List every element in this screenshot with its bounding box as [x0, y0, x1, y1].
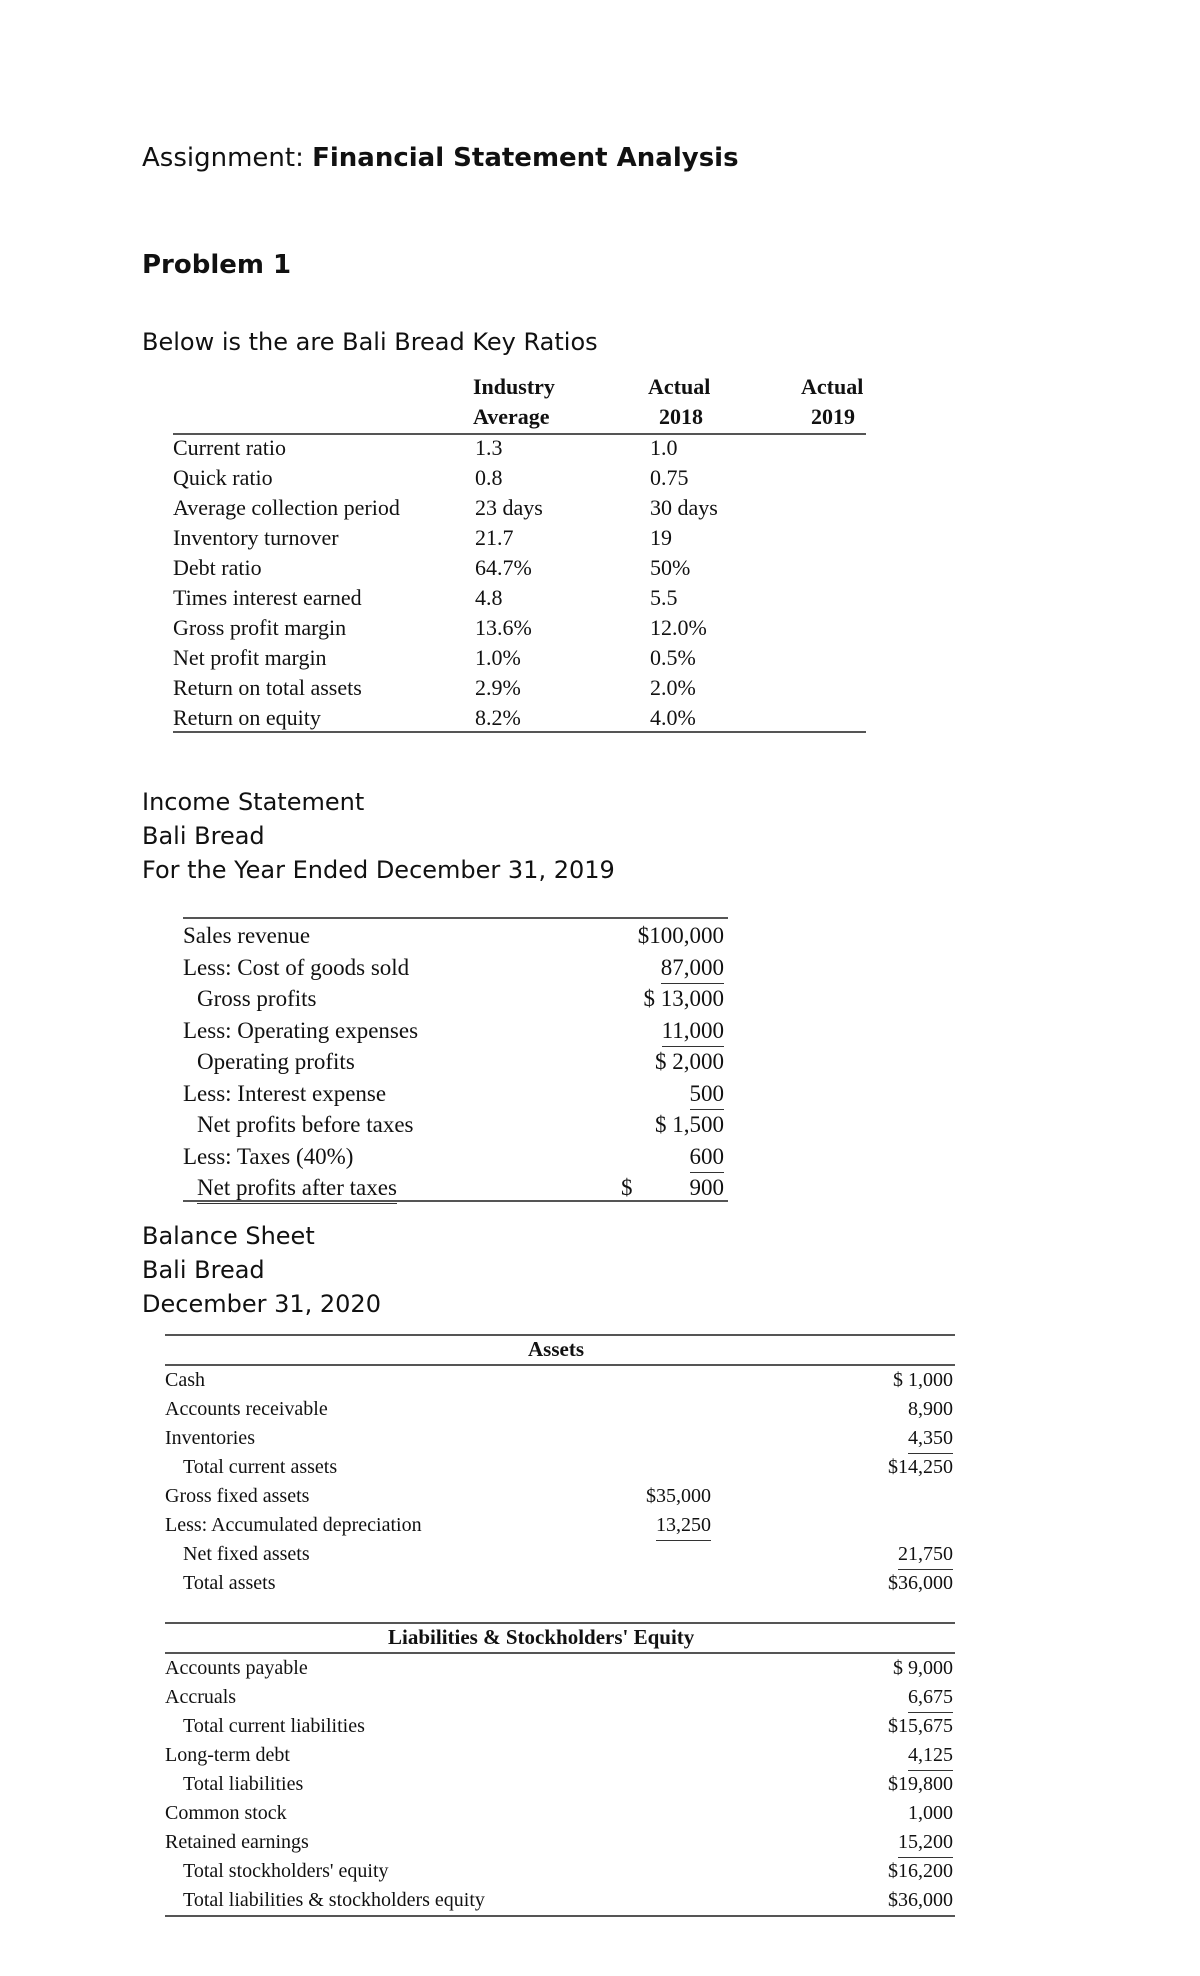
liability-label: Total liabilities: [183, 1773, 304, 1795]
income-table: [183, 910, 728, 1200]
liability-label: Total stockholders' equity: [183, 1860, 389, 1882]
asset-subamount: 13,250: [656, 1511, 711, 1541]
ratio-label: Return on total assets: [173, 675, 362, 700]
income-amount: 87,000: [661, 952, 724, 984]
ratios-table: [173, 372, 866, 732]
liability-row: [165, 1683, 955, 1712]
ratio-industry: 23 days: [475, 495, 543, 520]
income-amount: $ 13,000: [643, 986, 724, 1011]
ratio-industry: 2.9%: [475, 675, 521, 700]
ratio-actual-2018: 30 days: [650, 495, 718, 520]
liability-row: [165, 1770, 955, 1799]
asset-label: Cash: [165, 1369, 205, 1391]
income-label: Less: Operating expenses: [183, 1017, 419, 1043]
ratio-row: [173, 463, 866, 493]
income-row: [183, 983, 728, 1014]
ratios-intro: Below is the are Bali Bread Key Ratios: [142, 328, 598, 356]
income-row: [183, 1046, 728, 1077]
income-row: [183, 952, 728, 983]
ratio-industry: 21.7: [475, 525, 514, 550]
liability-row: [165, 1712, 955, 1741]
asset-amount: 21,750: [898, 1540, 953, 1570]
income-row: [183, 1015, 728, 1046]
liability-row: [165, 1654, 955, 1683]
header-industry-1: Industry: [473, 374, 555, 399]
liability-row: [165, 1828, 955, 1857]
asset-amount: 4,350: [908, 1424, 953, 1454]
ratio-row: [173, 703, 866, 733]
income-currency: $: [621, 1175, 633, 1200]
title-prefix: Assignment:: [142, 143, 304, 173]
ratio-industry: 13.6%: [475, 615, 532, 640]
income-amount: 11,000: [662, 1015, 724, 1047]
income-row: [183, 1078, 728, 1109]
liability-amount: 15,200: [898, 1828, 953, 1858]
asset-label: Total current assets: [183, 1456, 338, 1478]
ratio-label: Current ratio: [173, 435, 287, 460]
liability-label: Common stock: [165, 1802, 287, 1824]
ratio-actual-2018: 12.0%: [650, 615, 707, 640]
ratio-label: Gross profit margin: [173, 615, 347, 640]
title-bold: Financial Statement Analysis: [312, 143, 739, 173]
ratio-actual-2018: 0.75: [650, 465, 689, 490]
income-heading-3: For the Year Ended December 31, 2019: [142, 856, 615, 884]
ratio-row: [173, 613, 866, 643]
income-row: [183, 1109, 728, 1140]
ratio-actual-2018: 5.5: [650, 585, 678, 610]
ratio-label: Average collection period: [173, 495, 400, 520]
ratio-industry: 0.8: [475, 465, 503, 490]
ratio-row: [173, 493, 866, 523]
income-amount: 500: [690, 1078, 725, 1110]
balance-table: [165, 1326, 955, 1916]
liability-label: Total liabilities & stockholders equity: [183, 1889, 485, 1911]
income-amount: $100,000: [637, 923, 724, 948]
liability-amount: $36,000: [888, 1889, 953, 1911]
header-actual2019-2: 2019: [811, 404, 855, 429]
liability-amount: 6,675: [908, 1683, 953, 1713]
ratio-label: Return on equity: [173, 705, 321, 730]
problem-heading: Problem 1: [142, 250, 292, 280]
ratio-actual-2018: 2.0%: [650, 675, 696, 700]
ratio-actual-2018: 0.5%: [650, 645, 696, 670]
header-actual2018-1: Actual: [648, 374, 711, 399]
ratio-label: Inventory turnover: [173, 525, 339, 550]
liability-row: [165, 1741, 955, 1770]
income-amount: $ 2,000: [655, 1049, 724, 1074]
asset-label: Less: Accumulated depreciation: [165, 1514, 422, 1536]
asset-row: [165, 1540, 955, 1569]
ratio-actual-2018: 50%: [650, 555, 691, 580]
asset-row: [165, 1366, 955, 1395]
income-label: Net profits before taxes: [197, 1112, 414, 1137]
liability-label: Accounts payable: [165, 1657, 308, 1679]
asset-amount: $36,000: [888, 1572, 953, 1594]
asset-label: Gross fixed assets: [165, 1485, 310, 1507]
ratio-row: [173, 523, 866, 553]
ratio-row: [173, 553, 866, 583]
balance-bottom-rule: [165, 1915, 955, 1917]
income-label: Operating profits: [197, 1049, 355, 1074]
liability-label: Long-term debt: [165, 1744, 290, 1766]
ratio-actual-2018: 4.0%: [650, 705, 696, 730]
income-label: Less: Interest expense: [183, 1080, 387, 1106]
asset-row: [165, 1482, 955, 1511]
liab-title: Liabilities & Stockholders' Equity: [388, 1625, 695, 1649]
asset-row: [165, 1424, 955, 1453]
income-top-rule: [183, 917, 728, 919]
liability-label: Total current liabilities: [183, 1715, 365, 1737]
liab-top-rule: [165, 1622, 955, 1624]
balance-heading-2: Bali Bread: [142, 1256, 265, 1284]
ratio-label: Quick ratio: [173, 465, 273, 490]
income-heading-1: Income Statement: [142, 788, 365, 816]
liability-amount: $16,200: [888, 1860, 953, 1882]
liability-label: Retained earnings: [165, 1831, 309, 1853]
liability-amount: $19,800: [888, 1773, 953, 1795]
ratio-industry: 4.8: [475, 585, 503, 610]
ratio-row: [173, 643, 866, 673]
ratio-industry: 64.7%: [475, 555, 532, 580]
ratio-label: Times interest earned: [173, 585, 362, 610]
ratio-actual-2018: 1.0: [650, 435, 678, 460]
header-actual2018-2: 2018: [659, 404, 703, 429]
income-row: [183, 1172, 728, 1203]
income-amount: 900: [689, 1175, 724, 1200]
liability-row: [165, 1857, 955, 1886]
asset-amount: 8,900: [908, 1398, 953, 1420]
ratio-row: [173, 583, 866, 613]
header-actual2019-1: Actual: [801, 374, 864, 399]
income-amount: $ 1,500: [655, 1112, 724, 1137]
liability-amount: 4,125: [908, 1741, 953, 1771]
ratio-row: [173, 673, 866, 703]
income-label: Gross profits: [197, 986, 317, 1011]
liability-amount: $ 9,000: [893, 1657, 953, 1679]
asset-label: Net fixed assets: [183, 1543, 310, 1565]
liability-label: Accruals: [165, 1686, 237, 1708]
assets-title: Assets: [528, 1337, 584, 1361]
ratio-row: [173, 433, 866, 463]
ratio-industry: 8.2%: [475, 705, 521, 730]
asset-label: Inventories: [165, 1427, 255, 1449]
ratio-actual-2018: 19: [650, 525, 672, 550]
asset-row: [165, 1453, 955, 1482]
income-amount: 600: [690, 1141, 725, 1173]
liability-amount: 1,000: [908, 1802, 953, 1824]
income-label: Sales revenue: [183, 923, 311, 948]
asset-row: [165, 1569, 955, 1598]
assets-top-rule: [165, 1334, 955, 1336]
balance-heading-3: December 31, 2020: [142, 1290, 381, 1318]
asset-amount: $ 1,000: [893, 1369, 953, 1391]
income-row: [183, 920, 728, 951]
ratio-industry: 1.0%: [475, 645, 521, 670]
asset-label: Accounts receivable: [165, 1398, 328, 1420]
liability-amount: $15,675: [888, 1715, 953, 1737]
header-industry-2: Average: [473, 404, 550, 429]
income-row: [183, 1141, 728, 1172]
liability-row: [165, 1799, 955, 1828]
balance-heading-1: Balance Sheet: [142, 1222, 315, 1250]
income-label: Less: Taxes (40%): [183, 1143, 354, 1169]
page-title: [142, 143, 739, 173]
ratio-label: Net profit margin: [173, 645, 327, 670]
liability-row: [165, 1886, 955, 1915]
ratio-industry: 1.3: [475, 435, 503, 460]
ratio-label: Debt ratio: [173, 555, 262, 580]
asset-label: Total assets: [183, 1572, 276, 1594]
income-label: Net profits after taxes: [197, 1172, 397, 1204]
income-label: Less: Cost of goods sold: [183, 954, 410, 980]
asset-amount: $14,250: [888, 1456, 953, 1478]
income-heading-2: Bali Bread: [142, 822, 265, 850]
asset-row: [165, 1511, 955, 1540]
asset-row: [165, 1395, 955, 1424]
asset-subamount: $35,000: [646, 1485, 711, 1507]
